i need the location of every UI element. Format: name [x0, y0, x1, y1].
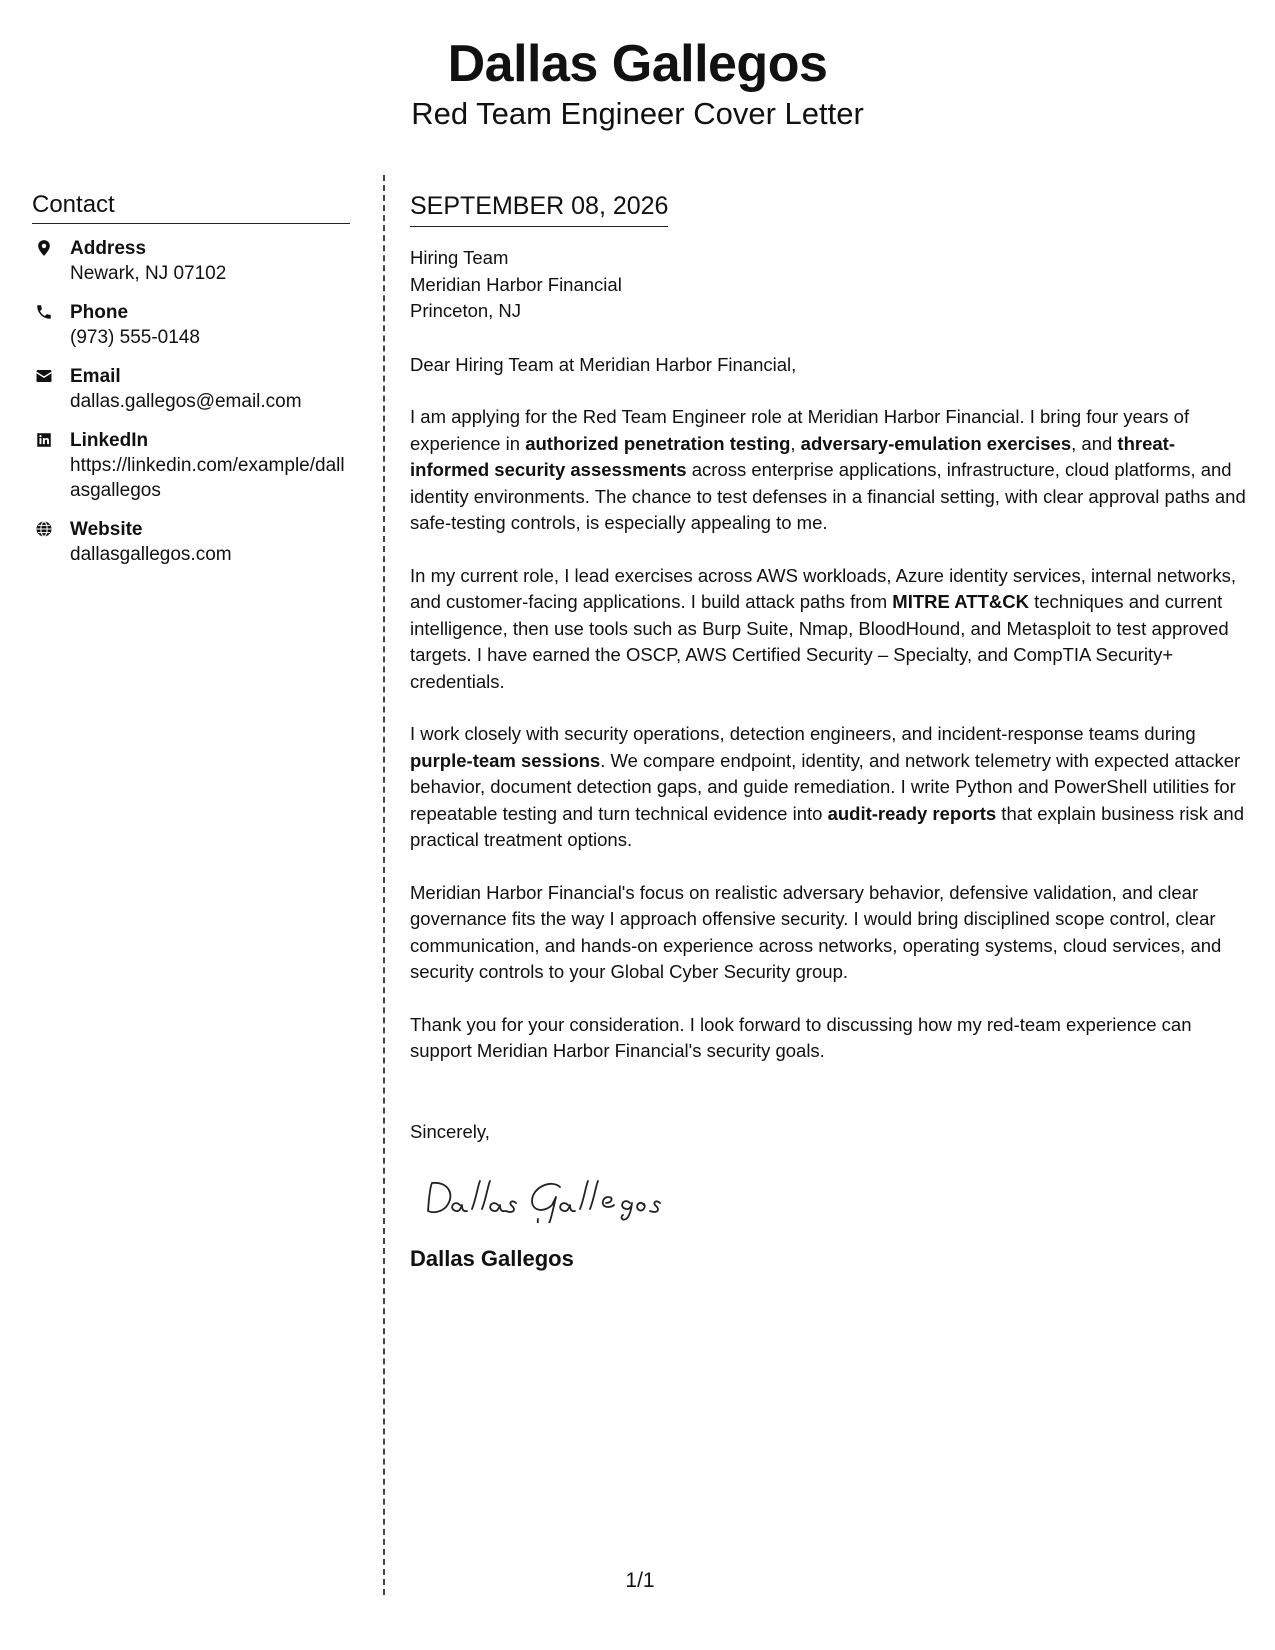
paragraph-text: In my current role, I lead exercises across AWS workloads, Azure identity services, internal networks, and customer-facing applications. I build attack paths from — [410, 564, 1236, 612]
contact-item-address — [32, 236, 350, 286]
highlight-text: threat-informed security assessments — [410, 432, 1175, 480]
applicant-name: Dallas Gallegos — [447, 35, 828, 93]
contact-item-email — [32, 364, 350, 414]
contact-label: LinkedIn — [70, 430, 149, 451]
column-divider — [383, 175, 385, 1595]
highlight-text: audit-ready reports — [827, 802, 997, 824]
contact-label: Email — [70, 366, 121, 387]
envelope-icon — [32, 364, 70, 385]
contact-label: Phone — [70, 302, 129, 323]
page-number: 1/1 — [625, 1569, 655, 1592]
signed-name: Dallas Gallegos — [410, 1246, 574, 1271]
document-subtitle: Red Team Engineer Cover Letter — [411, 96, 864, 131]
email-value: dallas.gallegos@email.com — [70, 391, 302, 412]
document-header — [0, 32, 1275, 134]
recipient-line: Hiring Team — [410, 247, 509, 268]
contact-item-linkedin — [32, 428, 350, 503]
paragraph-4: Meridian Harbor Financial's focus on realistic adversary behavior, defensive validation, and clear governance fits the way I approach offensive security. I would bring disciplined scope control, clear communication, and hands-on experience across networks, operating systems, cloud services, and security controls to your Global Cyber Security group. — [410, 881, 1222, 982]
paragraph-text: I am applying for the Red Team Engineer role at Meridian Harbor Financial. I bring four years of experience in — [410, 406, 1190, 454]
paragraph-2 — [410, 563, 1250, 696]
contact-sidebar — [32, 190, 350, 581]
paragraph-text: I work closely with security operations, detection engineers, and incident-response teams during — [410, 723, 1196, 744]
linkedin-icon — [32, 428, 70, 449]
phone-icon — [32, 300, 70, 321]
website-value: dallasgallegos.com — [70, 544, 232, 565]
paragraph-1 — [410, 404, 1250, 537]
contact-item-phone — [32, 300, 350, 350]
highlight-text: MITRE ATT&CK — [892, 591, 1029, 612]
contact-list — [32, 236, 350, 567]
recipient-line: Princeton, NJ — [410, 300, 522, 321]
paragraph-text: that explain business risk and practical treatment options. — [410, 802, 1245, 850]
contact-item-website — [32, 517, 350, 567]
salutation: Dear Hiring Team at Meridian Harbor Financial, — [410, 353, 797, 375]
paragraph-text: techniques and current intelligence, then use tools such as Burp Suite, Nmap, BloodHound, and Metasploit to test approved targets. I have earned the OSCP, AWS Certified Security – Specialty, and CompTIA Security+ credentials. — [410, 591, 1229, 692]
highlight-text: purple-team sessions — [410, 749, 601, 771]
paragraph-5: Thank you for your consideration. I look forward to discussing how my red-team experience can support Meridian Harbor Financial's security goals. — [410, 1013, 1192, 1061]
highlight-text: adversary-emulation exercises — [800, 432, 1072, 454]
paragraph-text: across enterprise applications, infrastructure, cloud platforms, and identity environments. The chance to test defenses in a financial setting, with clear approval paths and safe-testing controls, is especially appealing to me. — [410, 459, 1246, 533]
paragraph-text: . We compare endpoint, identity, and network telemetry with expected attacker behavior, document detection gaps, and guide remediation. I write Python and PowerShell utilities for repeatable testing and turn technical evidence into — [410, 749, 1241, 824]
paragraph-text: , and — [1071, 432, 1118, 454]
highlight-text: authorized penetration testing — [525, 432, 791, 454]
linkedin-value: https://linkedin.com/example/dallasgallegos — [70, 455, 345, 501]
contact-label: Website — [70, 519, 143, 540]
recipient-line: Meridian Harbor Financial — [410, 273, 622, 295]
handwritten-signature — [420, 1173, 680, 1223]
letter-date: SEPTEMBER 08, 2026 — [410, 190, 668, 227]
letter-body — [410, 190, 1250, 1273]
contact-heading: Contact — [32, 190, 350, 224]
recipient-block — [410, 245, 1250, 325]
paragraph-3 — [410, 721, 1250, 854]
globe-icon — [32, 517, 70, 538]
contact-label: Address — [70, 238, 147, 259]
map-pin-icon — [32, 236, 70, 257]
address-value: Newark, NJ 07102 — [70, 263, 227, 284]
phone-value: (973) 555-0148 — [70, 327, 200, 348]
paragraph-text: , — [790, 432, 801, 454]
closing: Sincerely, — [410, 1120, 490, 1142]
